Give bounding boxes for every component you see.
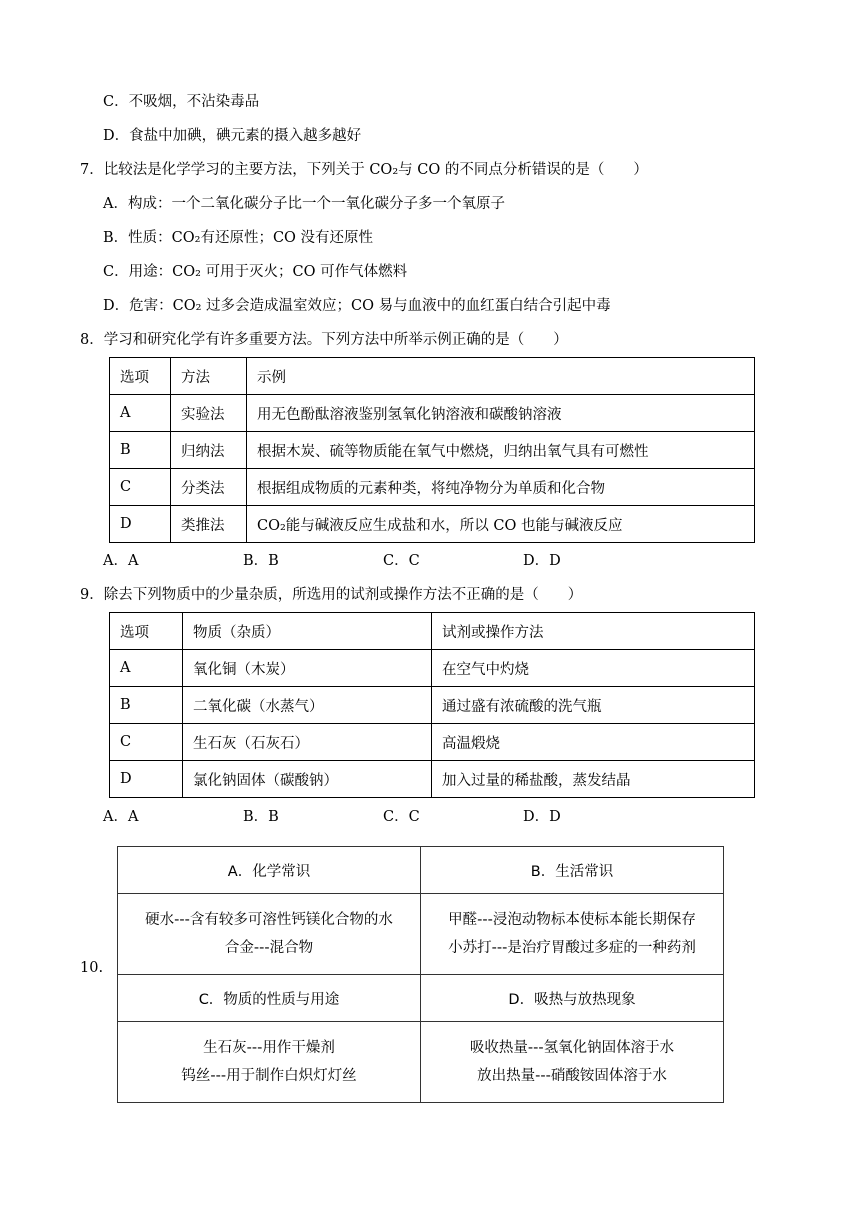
answer-choice: B．B (243, 809, 279, 825)
q9-table (109, 612, 755, 798)
answer-choice: D．D (523, 809, 561, 825)
table-cell: D (110, 506, 171, 543)
answer-choice: B．B (243, 553, 279, 569)
q10-cell-a-title: A．化学常识 (118, 847, 421, 894)
table-cell: A (110, 650, 183, 687)
table-header-cell: 选项 (110, 358, 171, 395)
table-cell: A (110, 395, 171, 432)
table-cell: C (110, 469, 171, 506)
table-cell: B (110, 687, 183, 724)
q10-cell-c-title: C．物质的性质与用途 (118, 975, 421, 1022)
table-row (110, 650, 755, 687)
q7-option-c: C．用途：CO₂ 可用于灭火；CO 可作气体燃料 (103, 264, 408, 280)
answer-choice: A．A (103, 809, 139, 825)
table-cell: CO₂能与碱液反应生成盐和水，所以 CO 也能与碱液反应 (247, 506, 755, 543)
q10-table (117, 846, 724, 1103)
table-cell: 实验法 (171, 395, 247, 432)
table-row (110, 724, 755, 761)
q10-cell-c-body (118, 1022, 421, 1103)
q10-d-line2: 放出热量---硝酸铵固体溶于水 (477, 1068, 667, 1084)
q7-stem: 7．比较法是化学学习的主要方法，下列关于 CO₂与 CO 的不同点分析错误的是（ ） (80, 162, 648, 178)
answer-choice: D．D (523, 553, 561, 569)
table-header-cell: 示例 (247, 358, 755, 395)
table-row (110, 395, 755, 432)
table-row (110, 761, 755, 798)
table-header-cell: 方法 (171, 358, 247, 395)
q9-stem: 9．除去下列物质中的少量杂质，所选用的试剂或操作方法不正确的是（ ） (80, 587, 583, 603)
table-header-cell: 试剂或操作方法 (432, 613, 755, 650)
q7-option-d: D．危害：CO₂ 过多会造成温室效应；CO 易与血液中的血红蛋白结合引起中毒 (103, 298, 611, 314)
answer-choice: C．C (383, 553, 420, 569)
answer-choice: C．C (383, 809, 420, 825)
table-cell: 氯化钠固体（碳酸钠） (183, 761, 432, 798)
table-cell: 用无色酚酞溶液鉴别氢氧化钠溶液和碳酸钠溶液 (247, 395, 755, 432)
answer-choice: A．A (103, 553, 139, 569)
q10-cell-b-body (421, 894, 724, 975)
table-header-row (110, 358, 755, 395)
table-cell: 分类法 (171, 469, 247, 506)
q10-b-line2: 小苏打---是治疗胃酸过多症的一种药剂 (448, 940, 696, 956)
table-row (110, 506, 755, 543)
q10-a-line1: 硬水---含有较多可溶性钙镁化合物的水 (145, 912, 393, 928)
table-cell: D (110, 761, 183, 798)
q10-cell-d-title: D．吸热与放热现象 (421, 975, 724, 1022)
table-header-row (110, 613, 755, 650)
q6-option-d: D．食盐中加碘，碘元素的摄入越多越好 (103, 128, 362, 144)
q8-table (109, 357, 755, 543)
q10-cell-a-body (118, 894, 421, 975)
q8-answer-choices (103, 551, 663, 571)
table-cell: 通过盛有浓硫酸的洗气瓶 (432, 687, 755, 724)
q10-b-line1: 甲醛---浸泡动物标本使标本能长期保存 (448, 912, 696, 928)
table-cell: 类推法 (171, 506, 247, 543)
q6-option-c: C．不吸烟，不沾染毒品 (103, 94, 260, 110)
table-row (110, 432, 755, 469)
table-cell: 生石灰（石灰石） (183, 724, 432, 761)
q10-cell-b-title: B．生活常识 (421, 847, 724, 894)
q7-option-b: B．性质：CO₂有还原性；CO 没有还原性 (103, 230, 374, 246)
table-header-cell: 选项 (110, 613, 183, 650)
q10-a-line2: 合金---混合物 (224, 940, 314, 956)
table-cell: 根据组成物质的元素种类，将纯净物分为单质和化合物 (247, 469, 755, 506)
table-cell: 根据木炭、硫等物质能在氧气中燃烧，归纳出氧气具有可燃性 (247, 432, 755, 469)
q10-c-line2: 钨丝---用于制作白炽灯灯丝 (181, 1068, 357, 1084)
table-cell: 二氧化碳（水蒸气） (183, 687, 432, 724)
q10-cell-d-body (421, 1022, 724, 1103)
table-row (110, 469, 755, 506)
q7-option-a: A．构成：一个二氧化碳分子比一个一氧化碳分子多一个氧原子 (103, 196, 505, 212)
q10-c-line1: 生石灰---用作干燥剂 (203, 1040, 335, 1056)
q8-stem: 8．学习和研究化学有许多重要方法。下列方法中所举示例正确的是（ ） (80, 332, 568, 348)
table-header-cell: 物质（杂质） (183, 613, 432, 650)
table-cell: 加入过量的稀盐酸，蒸发结晶 (432, 761, 755, 798)
table-cell: 氧化铜（木炭） (183, 650, 432, 687)
q10-d-line1: 吸收热量---氢氧化钠固体溶于水 (469, 1040, 675, 1056)
q9-answer-choices (103, 807, 663, 827)
table-cell: 高温煅烧 (432, 724, 755, 761)
table-row (110, 687, 755, 724)
table-cell: 归纳法 (171, 432, 247, 469)
table-cell: 在空气中灼烧 (432, 650, 755, 687)
table-cell: B (110, 432, 171, 469)
table-cell: C (110, 724, 183, 761)
q10-number: 10. (80, 960, 104, 976)
